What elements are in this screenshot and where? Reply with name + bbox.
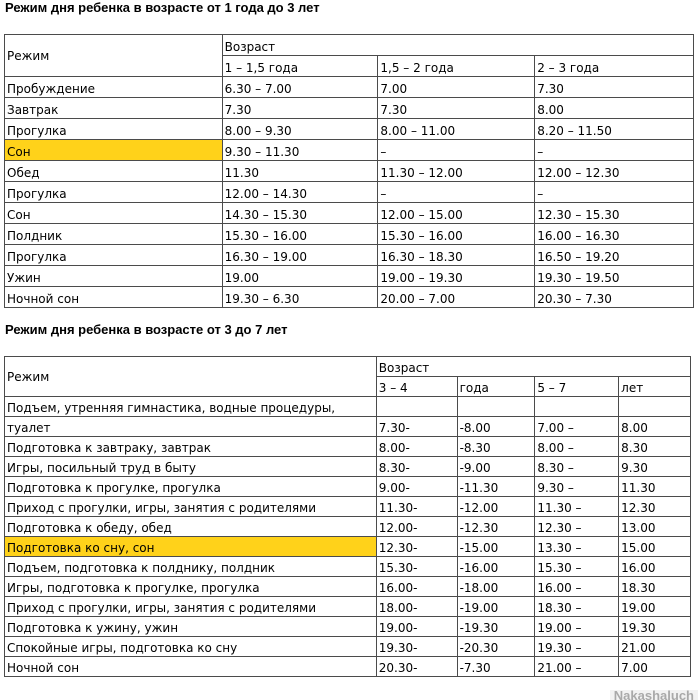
- time-cell: 12.00 – 14.30: [222, 182, 378, 203]
- table-row: [5, 98, 694, 119]
- age-group-header: лет: [619, 377, 691, 397]
- time-cell: 7.30-: [376, 417, 457, 437]
- time-cell: 15.30 –: [535, 557, 619, 577]
- activity-cell: Ужин: [5, 266, 223, 287]
- time-cell: 9.00-: [376, 477, 457, 497]
- time-cell: 19.30 – 6.30: [222, 287, 378, 308]
- time-cell: 21.00: [619, 637, 691, 657]
- schedule-1-3-table: [4, 34, 694, 308]
- table-row: [5, 577, 691, 597]
- table-row: [5, 182, 694, 203]
- age-group-header: года: [457, 377, 535, 397]
- time-cell: [376, 397, 457, 417]
- table-row: [5, 457, 691, 477]
- time-cell: 8.00 –: [535, 437, 619, 457]
- activity-cell: туалет: [5, 417, 377, 437]
- time-cell: 8.00: [619, 417, 691, 437]
- time-cell: -16.00: [457, 557, 535, 577]
- age-group-header: 2 – 3 года: [535, 56, 694, 77]
- time-cell: –: [535, 182, 694, 203]
- time-cell: 16.00 –: [535, 577, 619, 597]
- time-cell: 9.30 – 11.30: [222, 140, 378, 161]
- time-cell: 7.00: [619, 657, 691, 677]
- time-cell: -8.00: [457, 417, 535, 437]
- table-row: [5, 77, 694, 98]
- table-row: [5, 537, 691, 557]
- watermark: Nakashaluch: [610, 690, 698, 700]
- activity-cell: Подъем, утренняя гимнастика, водные процедуры,: [5, 397, 377, 417]
- activity-cell: Подготовка к прогулке, прогулка: [5, 477, 377, 497]
- time-cell: 12.30-: [376, 537, 457, 557]
- activity-cell: Приход с прогулки, игры, занятия с родителями: [5, 497, 377, 517]
- time-cell: -9.00: [457, 457, 535, 477]
- schedule-3-7-table: [4, 356, 691, 677]
- table-row: [5, 397, 691, 417]
- time-cell: –: [535, 140, 694, 161]
- table-row: [5, 617, 691, 637]
- table-row: [5, 119, 694, 140]
- time-cell: 9.30: [619, 457, 691, 477]
- table-row: [5, 287, 694, 308]
- time-cell: 15.30 – 16.00: [378, 224, 535, 245]
- time-cell: 15.00: [619, 537, 691, 557]
- time-cell: 16.00-: [376, 577, 457, 597]
- activity-cell: Завтрак: [5, 98, 223, 119]
- time-cell: 18.30: [619, 577, 691, 597]
- age-group-header: 5 – 7: [535, 377, 619, 397]
- time-cell: 21.00 –: [535, 657, 619, 677]
- time-cell: [619, 397, 691, 417]
- vozrast-header: Возраст: [376, 357, 690, 377]
- time-cell: 12.00-: [376, 517, 457, 537]
- time-cell: 19.30: [619, 617, 691, 637]
- time-cell: 11.30 –: [535, 497, 619, 517]
- time-cell: 7.30: [535, 77, 694, 98]
- activity-cell: Подготовка ко сну, сон: [5, 537, 377, 557]
- time-cell: -11.30: [457, 477, 535, 497]
- time-cell: 14.30 – 15.30: [222, 203, 378, 224]
- time-cell: 19.00 –: [535, 617, 619, 637]
- activity-cell: Ночной сон: [5, 287, 223, 308]
- time-cell: 20.00 – 7.00: [378, 287, 535, 308]
- time-cell: 12.00 – 15.00: [378, 203, 535, 224]
- table-row: [5, 637, 691, 657]
- time-cell: 7.30: [378, 98, 535, 119]
- time-cell: 7.30: [222, 98, 378, 119]
- time-cell: 16.30 – 19.00: [222, 245, 378, 266]
- time-cell: 8.20 – 11.50: [535, 119, 694, 140]
- table-row: [5, 437, 691, 457]
- vozrast-header: Возраст: [222, 35, 693, 56]
- time-cell: 18.30 –: [535, 597, 619, 617]
- time-cell: -12.00: [457, 497, 535, 517]
- time-cell: 19.00: [222, 266, 378, 287]
- time-cell: –: [378, 182, 535, 203]
- table-row: [5, 266, 694, 287]
- time-cell: 19.00-: [376, 617, 457, 637]
- time-cell: 9.30 –: [535, 477, 619, 497]
- table-row: [5, 477, 691, 497]
- time-cell: 15.30 – 16.00: [222, 224, 378, 245]
- activity-cell: Пробуждение: [5, 77, 223, 98]
- table-row: [5, 597, 691, 617]
- table-row: [5, 245, 694, 266]
- time-cell: -15.00: [457, 537, 535, 557]
- time-cell: 8.00 – 11.00: [378, 119, 535, 140]
- activity-cell: Сон: [5, 140, 223, 161]
- activity-cell: Ночной сон: [5, 657, 377, 677]
- time-cell: 16.00 – 16.30: [535, 224, 694, 245]
- time-cell: -7.30: [457, 657, 535, 677]
- time-cell: 16.30 – 18.30: [378, 245, 535, 266]
- activity-cell: Подготовка к завтраку, завтрак: [5, 437, 377, 457]
- activity-cell: Игры, подготовка к прогулке, прогулка: [5, 577, 377, 597]
- time-cell: 19.30-: [376, 637, 457, 657]
- time-cell: 19.30 – 19.50: [535, 266, 694, 287]
- activity-cell: Приход с прогулки, игры, занятия с родителями: [5, 597, 377, 617]
- activity-cell: Полдник: [5, 224, 223, 245]
- age-group-header: 1,5 – 2 года: [378, 56, 535, 77]
- time-cell: 19.30 –: [535, 637, 619, 657]
- time-cell: 12.30 –: [535, 517, 619, 537]
- activity-cell: Спокойные игры, подготовка ко сну: [5, 637, 377, 657]
- time-cell: 19.00 – 19.30: [378, 266, 535, 287]
- table-row: [5, 161, 694, 182]
- time-cell: 8.30: [619, 437, 691, 457]
- time-cell: 13.30 –: [535, 537, 619, 557]
- table-row: [5, 497, 691, 517]
- table-row: [5, 140, 694, 161]
- activity-cell: Подготовка к обеду, обед: [5, 517, 377, 537]
- age-group-header: 1 – 1,5 года: [222, 56, 378, 77]
- time-cell: 11.30: [222, 161, 378, 182]
- time-cell: –: [378, 140, 535, 161]
- activity-cell: Сон: [5, 203, 223, 224]
- table-row: [5, 203, 694, 224]
- activity-cell: Игры, посильный труд в быту: [5, 457, 377, 477]
- table-row: [5, 657, 691, 677]
- time-cell: 8.30 –: [535, 457, 619, 477]
- time-cell: 8.00: [535, 98, 694, 119]
- time-cell: 18.00-: [376, 597, 457, 617]
- time-cell: 7.00: [378, 77, 535, 98]
- time-cell: -12.30: [457, 517, 535, 537]
- activity-cell: Обед: [5, 161, 223, 182]
- time-cell: 12.30 – 15.30: [535, 203, 694, 224]
- time-cell: 16.00: [619, 557, 691, 577]
- age-group-header: 3 – 4: [376, 377, 457, 397]
- time-cell: [457, 397, 535, 417]
- table-row: [5, 557, 691, 577]
- time-cell: -19.30: [457, 617, 535, 637]
- time-cell: 15.30-: [376, 557, 457, 577]
- table-row: [5, 417, 691, 437]
- activity-cell: Прогулка: [5, 119, 223, 140]
- time-cell: 11.30-: [376, 497, 457, 517]
- table-row: [5, 517, 691, 537]
- table-row: [5, 224, 694, 245]
- time-cell: 8.00-: [376, 437, 457, 457]
- time-cell: 16.50 – 19.20: [535, 245, 694, 266]
- time-cell: 12.00 – 12.30: [535, 161, 694, 182]
- activity-cell: Подготовка к ужину, ужин: [5, 617, 377, 637]
- time-cell: [535, 397, 619, 417]
- rezhim-header: Режим: [5, 35, 223, 77]
- table-header-row: [5, 357, 691, 377]
- time-cell: 20.30-: [376, 657, 457, 677]
- schedule-1-3-title: Режим дня ребенка в возрасте от 1 года до 3 лет: [5, 0, 320, 15]
- table-header-row: [5, 35, 694, 56]
- time-cell: 8.00 – 9.30: [222, 119, 378, 140]
- time-cell: 6.30 – 7.00: [222, 77, 378, 98]
- time-cell: -8.30: [457, 437, 535, 457]
- activity-cell: Подъем, подготовка к полднику, полдник: [5, 557, 377, 577]
- time-cell: 11.30: [619, 477, 691, 497]
- activity-cell: Прогулка: [5, 245, 223, 266]
- schedule-3-7-title: Режим дня ребенка в возрасте от 3 до 7 лет: [5, 322, 288, 337]
- time-cell: 13.00: [619, 517, 691, 537]
- rezhim-header: Режим: [5, 357, 377, 397]
- activity-cell: Прогулка: [5, 182, 223, 203]
- time-cell: 20.30 – 7.30: [535, 287, 694, 308]
- time-cell: 8.30-: [376, 457, 457, 477]
- time-cell: -18.00: [457, 577, 535, 597]
- time-cell: -20.30: [457, 637, 535, 657]
- time-cell: 11.30 – 12.00: [378, 161, 535, 182]
- time-cell: -19.00: [457, 597, 535, 617]
- time-cell: 12.30: [619, 497, 691, 517]
- time-cell: 19.00: [619, 597, 691, 617]
- time-cell: 7.00 –: [535, 417, 619, 437]
